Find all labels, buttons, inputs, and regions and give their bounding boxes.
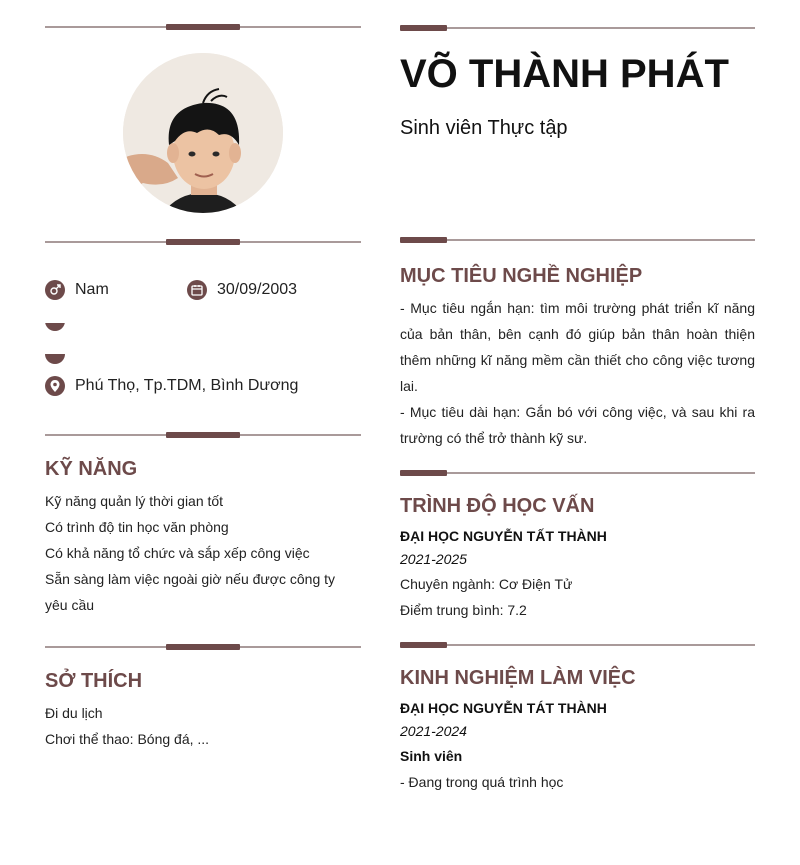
skill-item: Sẵn sàng làm việc ngoài giờ nếu được công ty yêu cầu xyxy=(45,571,336,613)
skill-item: Kỹ năng quản lý thời gian tốt xyxy=(45,493,224,509)
skill-item: Có trình độ tin học văn phòng xyxy=(45,519,229,535)
hobby-item: Đi du lịch xyxy=(45,705,103,721)
objective-long: - Mục tiêu dài hạn: Gắn bó với công việc, và sau khi ra trường có thể trở thành kỹ sư. xyxy=(400,404,755,446)
experience-heading: KINH NGHIỆM LÀM VIỆC xyxy=(400,667,636,689)
calendar-icon xyxy=(187,280,207,300)
location-pin-icon xyxy=(45,376,65,396)
email-icon xyxy=(45,354,65,364)
phone-icon xyxy=(45,323,65,331)
avatar-bottom-divider xyxy=(45,240,361,243)
experience-period: 2021-2024 xyxy=(400,723,467,739)
education-major: Chuyên ngành: Cơ Điện Tử xyxy=(400,576,573,592)
full-name: VÕ THÀNH PHÁT xyxy=(400,52,729,96)
skill-item: Có khả năng tổ chức và sắp xếp công việc xyxy=(45,545,310,561)
education-gpa: Điểm trung bình: 7.2 xyxy=(400,602,527,618)
experience-divider xyxy=(400,643,755,646)
birthdate-value: 30/09/2003 xyxy=(217,281,298,298)
skills-heading: KỸ NĂNG xyxy=(45,458,138,480)
education-school: ĐẠI HỌC NGUYỄN TẤT THÀNH xyxy=(400,528,607,544)
education-period: 2021-2025 xyxy=(400,551,467,567)
avatar xyxy=(123,53,283,213)
job-title: Sinh viên Thực tập xyxy=(400,117,568,139)
hobbies-divider xyxy=(45,645,361,648)
gender-icon xyxy=(45,280,65,300)
objective-heading: MỤC TIÊU NGHỀ NGHIỆP xyxy=(400,265,643,287)
objective-short: - Mục tiêu ngắn hạn: tìm môi trường phát triển kĩ năng của bản thân, bên cạnh đó giúp bản thân hoàn thiện thêm những kĩ năng mềm cần thiết cho công việc tương lai. xyxy=(400,300,755,394)
hobby-item: Chơi thể thao: Bóng đá, ... xyxy=(45,731,210,747)
avatar-top-divider xyxy=(45,25,361,28)
skills-divider xyxy=(45,433,361,436)
gender-value: Nam xyxy=(75,281,109,298)
experience-company: ĐẠI HỌC NGUYỄN TÁT THÀNH xyxy=(400,700,607,716)
objective-divider xyxy=(400,238,755,241)
experience-role: Sinh viên xyxy=(400,748,463,764)
address-value: Phú Thọ, Tp.TDM, Bình Dương xyxy=(75,377,299,394)
experience-detail: - Đang trong quá trình học xyxy=(400,774,564,790)
education-heading: TRÌNH ĐỘ HỌC VẤN xyxy=(400,495,595,517)
hobbies-heading: SỞ THÍCH xyxy=(45,670,143,692)
name-top-divider xyxy=(400,26,755,29)
education-divider xyxy=(400,471,755,474)
